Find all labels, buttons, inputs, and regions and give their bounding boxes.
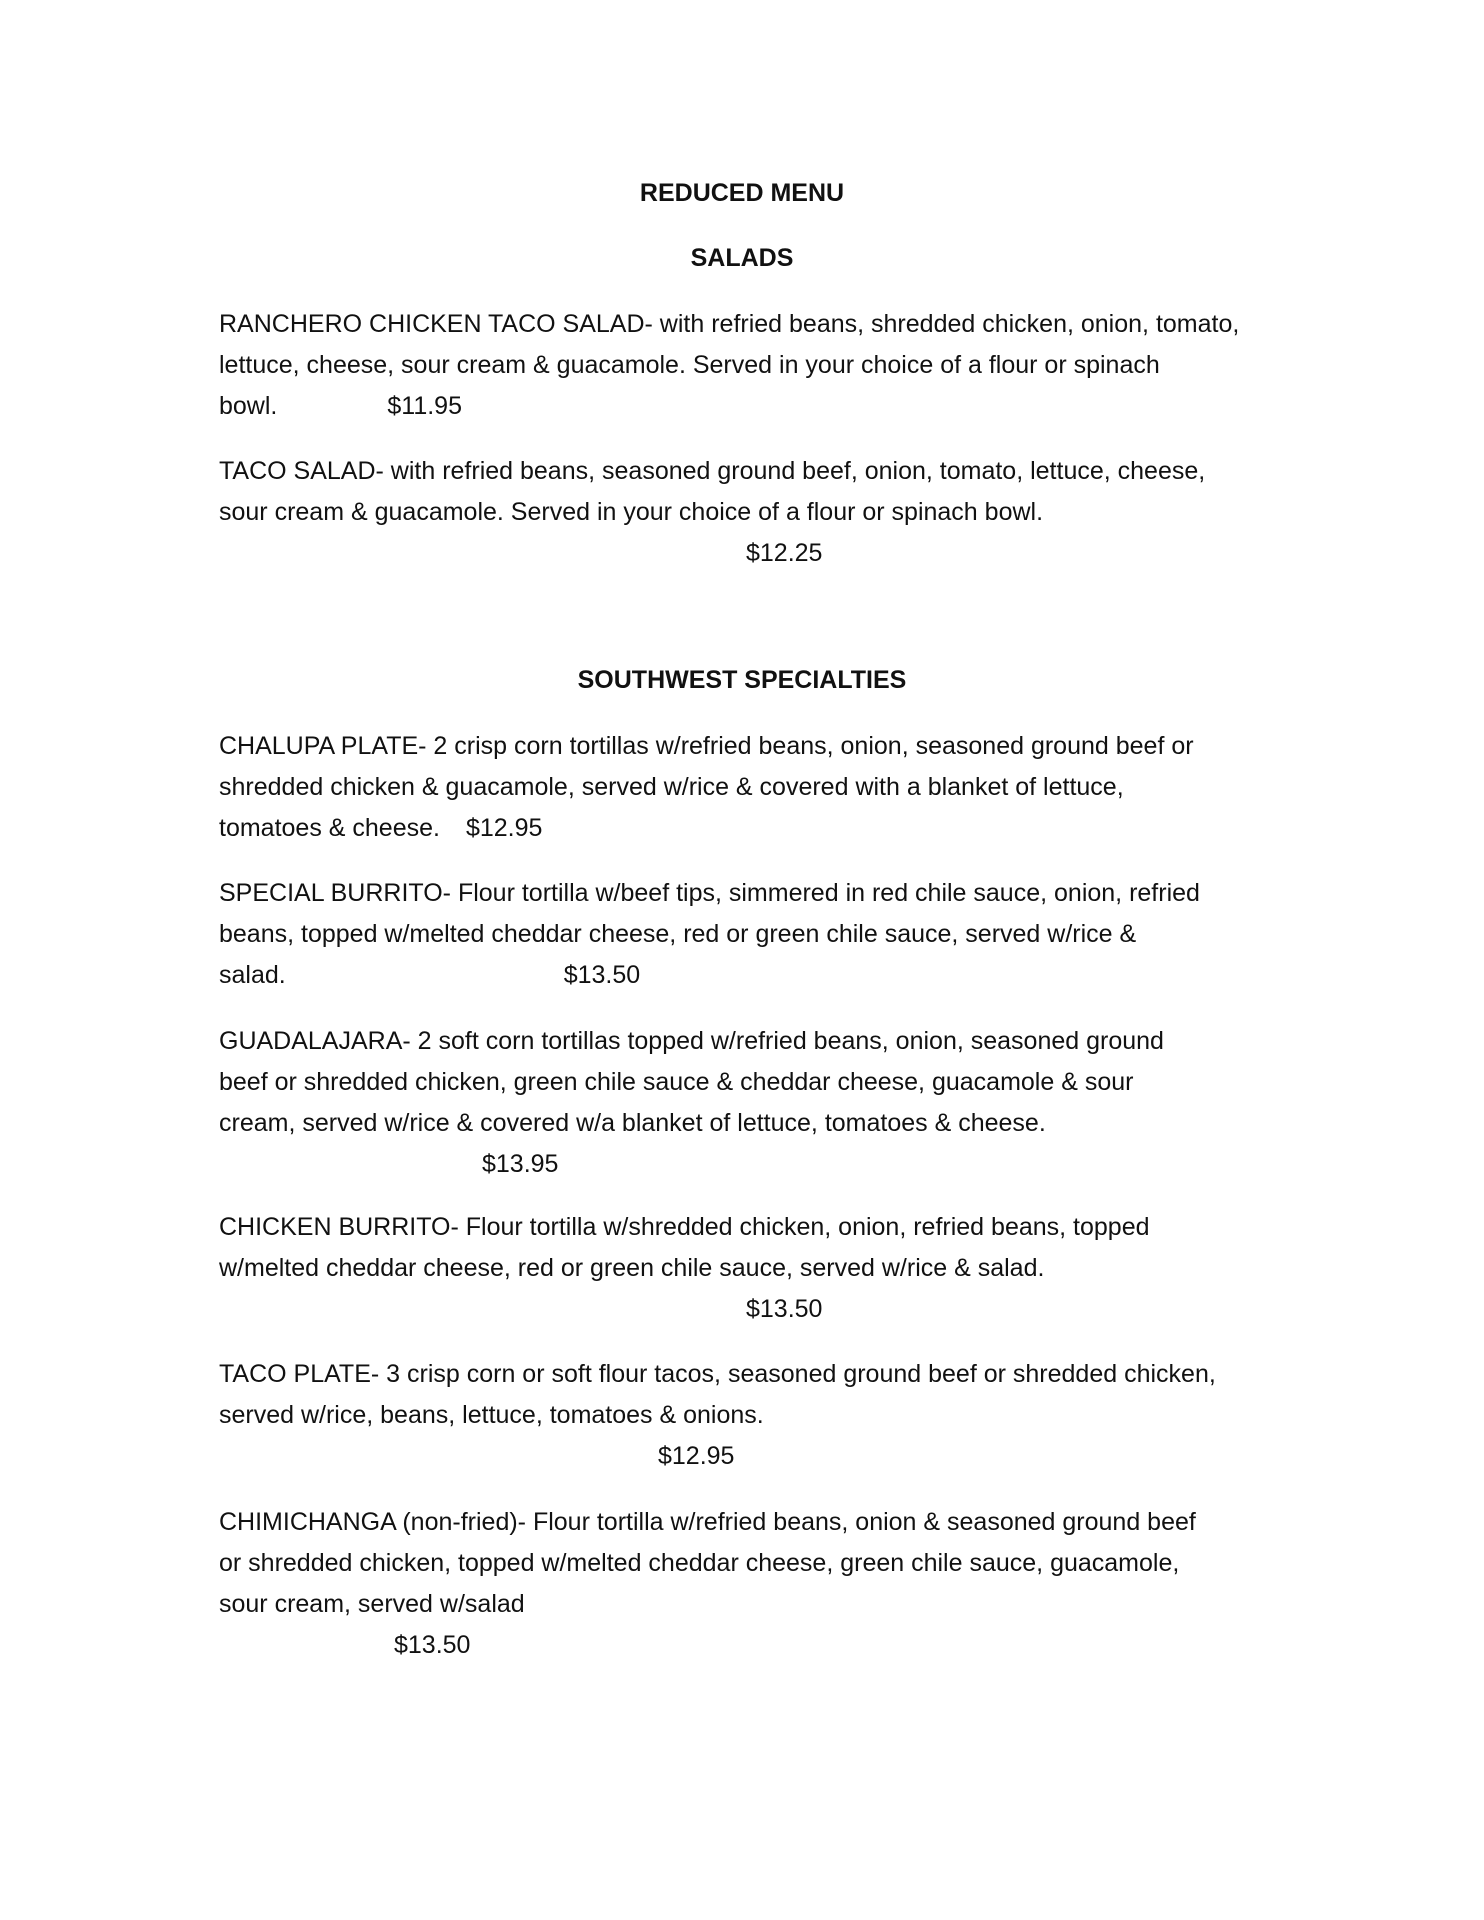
section-heading-salads: SALADS [690, 244, 794, 272]
item-price: $11.95 [387, 392, 462, 420]
item-description-line: beef or shredded chicken, green chile sauce & cheddar cheese, guacamole & sour [219, 1068, 1134, 1096]
item-description-line: lettuce, cheese, sour cream & guacamole. Served in your choice of a flour or spinach [219, 351, 1160, 379]
item-description-line: CHICKEN BURRITO- Flour tortilla w/shredded chicken, onion, refried beans, topped [219, 1213, 1150, 1241]
menu-item-chalupa-plate [219, 726, 1279, 849]
item-price: $13.50 [394, 1631, 471, 1659]
menu-item-taco-plate [219, 1354, 1279, 1477]
item-description-line: served w/rice, beans, lettuce, tomatoes & onions. [219, 1401, 764, 1429]
item-description-line: cream, served w/rice & covered w/a blanket of lettuce, tomatoes & cheese. [219, 1109, 1046, 1137]
item-description-line: shredded chicken & guacamole, served w/rice & covered with a blanket of lettuce, [219, 773, 1124, 801]
item-description-line: CHIMICHANGA (non-fried)- Flour tortilla w/refried beans, onion & seasoned ground beef [219, 1508, 1196, 1536]
item-description-line: GUADALAJARA- 2 soft corn tortillas topped w/refried beans, onion, seasoned ground [219, 1027, 1164, 1055]
item-description-line: sour cream & guacamole. Served in your choice of a flour or spinach bowl. [219, 498, 1044, 526]
item-description-line: CHALUPA PLATE- 2 crisp corn tortillas w/refried beans, onion, seasoned ground beef or [219, 732, 1194, 760]
item-description-line [219, 386, 1279, 427]
item-description-line [219, 955, 1279, 996]
item-price: $13.50 [746, 1295, 823, 1323]
menu-item-ranchero-chicken-taco-salad [219, 304, 1279, 427]
item-description-line: sour cream, served w/salad [219, 1590, 525, 1618]
item-description-line: SPECIAL BURRITO- Flour tortilla w/beef tips, simmered in red chile sauce, onion, refried [219, 879, 1200, 907]
item-description-line: w/melted cheddar cheese, red or green chile sauce, served w/rice & salad. [219, 1254, 1045, 1282]
item-description-line: RANCHERO CHICKEN TACO SALAD- with refried beans, shredded chicken, onion, tomato, [219, 310, 1240, 338]
item-price: $12.95 [658, 1442, 735, 1470]
item-description-text: bowl. [219, 392, 278, 420]
item-description-text: tomatoes & cheese. [219, 814, 440, 842]
item-description-line: beans, topped w/melted cheddar cheese, red or green chile sauce, served w/rice & [219, 920, 1137, 948]
page-title: REDUCED MENU [639, 179, 845, 207]
menu-item-guadalajara [219, 1021, 1279, 1185]
menu-item-special-burrito [219, 873, 1279, 996]
item-description-line: TACO SALAD- with refried beans, seasoned ground beef, onion, tomato, lettuce, cheese, [219, 457, 1206, 485]
item-description-line [219, 808, 1279, 849]
item-description-line: TACO PLATE- 3 crisp corn or soft flour tacos, seasoned ground beef or shredded chicken, [219, 1360, 1216, 1388]
item-price: $13.95 [482, 1150, 559, 1178]
item-price: $13.50 [563, 961, 641, 989]
menu-item-chicken-burrito [219, 1207, 1279, 1330]
item-description-text: salad. [219, 961, 286, 989]
item-price: $12.25 [746, 539, 823, 567]
item-description-line: or shredded chicken, topped w/melted cheddar cheese, green chile sauce, guacamole, [219, 1549, 1180, 1577]
section-heading-southwest-specialties: SOUTHWEST SPECIALTIES [577, 666, 907, 694]
menu-item-taco-salad [219, 451, 1279, 574]
item-price: $12.95 [465, 814, 543, 842]
menu-item-chimichanga [219, 1502, 1279, 1666]
